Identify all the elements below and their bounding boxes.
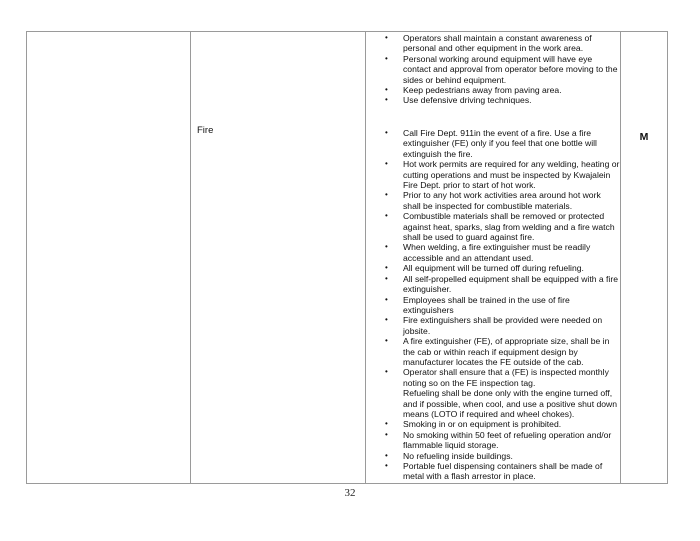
list-item-text: A fire extinguisher (FE), of appropriate size, shall be in the cab or within reach if equipment design by manufacturer locates the FE outside of the cab.	[403, 336, 610, 367]
table-cell-task	[27, 32, 191, 483]
table-cell-risk-rating	[621, 32, 667, 483]
list-item-text: Keep pedestrians away from paving area.	[403, 85, 562, 96]
table-cell-hazard	[191, 32, 366, 483]
list-item	[366, 242, 620, 263]
bullet-icon: •	[385, 85, 388, 95]
list-item	[366, 336, 620, 367]
hazard-label: Fire	[197, 125, 214, 136]
list-item	[366, 33, 620, 54]
list-item-text: Fire extinguishers shall be provided were needed on jobsite.	[403, 315, 603, 336]
list-item-text: Smoking in or on equipment is prohibited.	[403, 419, 562, 430]
list-item-text: Call Fire Dept. 911in the event of a fire. Use a fire extinguisher (FE) only if you feel that one bottle will extinguish the fire.	[403, 128, 597, 159]
page-number: 32	[344, 487, 356, 499]
list-item	[366, 211, 620, 242]
list-item-text: Prior to any hot work activities area around hot work shall be inspected for combustible materials.	[403, 190, 601, 211]
controls-list-fire	[366, 128, 620, 388]
controls-list-general	[366, 33, 620, 106]
list-item	[366, 159, 620, 190]
list-item	[366, 95, 620, 105]
list-item	[366, 315, 620, 336]
list-item	[366, 274, 620, 295]
risk-rating: M	[639, 131, 649, 143]
bullet-icon: •	[385, 336, 388, 346]
controls-fire-section	[366, 128, 620, 482]
list-item-text: Operators shall maintain a constant awareness of personal and other equipment in the work area.	[403, 33, 592, 54]
bullet-icon: •	[385, 419, 388, 429]
bullet-icon: •	[385, 367, 388, 377]
table-cell-controls	[366, 32, 621, 483]
bullet-icon: •	[385, 190, 388, 200]
list-item	[366, 54, 620, 85]
list-item-text: All self-propelled equipment shall be equipped with a fire extinguisher.	[403, 273, 618, 295]
bullet-icon: •	[385, 429, 388, 439]
hazard-table	[26, 31, 668, 484]
list-item-text: Portable fuel dispensing containers shall be made of metal with a flash arrestor in place.	[403, 461, 603, 482]
bullet-icon: •	[385, 273, 388, 283]
controls-list-smoking-refueling	[366, 419, 620, 481]
list-item	[366, 430, 620, 451]
list-item	[366, 367, 620, 388]
list-item	[366, 128, 620, 159]
list-item	[366, 190, 620, 211]
refueling-note: Refueling shall be done only with the engine turned off, and if possible, when cool, and use a positive shut down means (LOTO if required and wheel chokes).	[403, 388, 618, 419]
list-item-text: Personal working around equipment will have eye contact and approval from operator before moving to the sides or behind equipment.	[403, 53, 618, 85]
bullet-icon: •	[385, 159, 388, 169]
list-item-text: Hot work permits are required for any welding, heating or cutting operations and must be inspected by Kwajalein Fire Dept. prior to start of hot work.	[403, 159, 620, 191]
bullet-icon: •	[385, 315, 388, 325]
list-item-text: Combustible materials shall be removed or protected against heat, sparks, slag from welding and a fire watch shall be used to guard against fire.	[403, 211, 615, 243]
bullet-icon: •	[385, 242, 388, 252]
bullet-icon: •	[385, 294, 388, 304]
list-item-text: All equipment will be turned off during refueling.	[403, 263, 584, 274]
bullet-icon: •	[385, 450, 388, 460]
list-item-text: No refueling inside buildings.	[403, 450, 513, 461]
bullet-icon: •	[385, 211, 388, 221]
bullet-icon: •	[385, 53, 388, 63]
list-item	[366, 419, 620, 429]
list-item	[366, 461, 620, 482]
list-item	[366, 295, 620, 316]
bullet-icon: •	[385, 461, 388, 470]
bullet-icon: •	[385, 95, 388, 105]
list-item-text: Employees shall be trained in the use of fire extinguishers	[403, 294, 570, 315]
list-item-text: No smoking within 50 feet of refueling operation and/or flammable liquid storage.	[403, 429, 612, 451]
list-item-text: Operator shall ensure that a (FE) is inspected monthly noting so on the FE inspection tag.	[403, 367, 609, 388]
list-item	[366, 263, 620, 273]
bullet-icon: •	[385, 263, 388, 273]
bullet-icon: •	[385, 33, 388, 42]
bullet-icon: •	[385, 128, 388, 137]
list-item-text: When welding, a fire extinguisher must be readily accessible and an attendant used.	[403, 242, 591, 263]
list-item-text: Use defensive driving techniques.	[403, 95, 532, 106]
list-item	[366, 85, 620, 95]
list-item	[366, 451, 620, 461]
